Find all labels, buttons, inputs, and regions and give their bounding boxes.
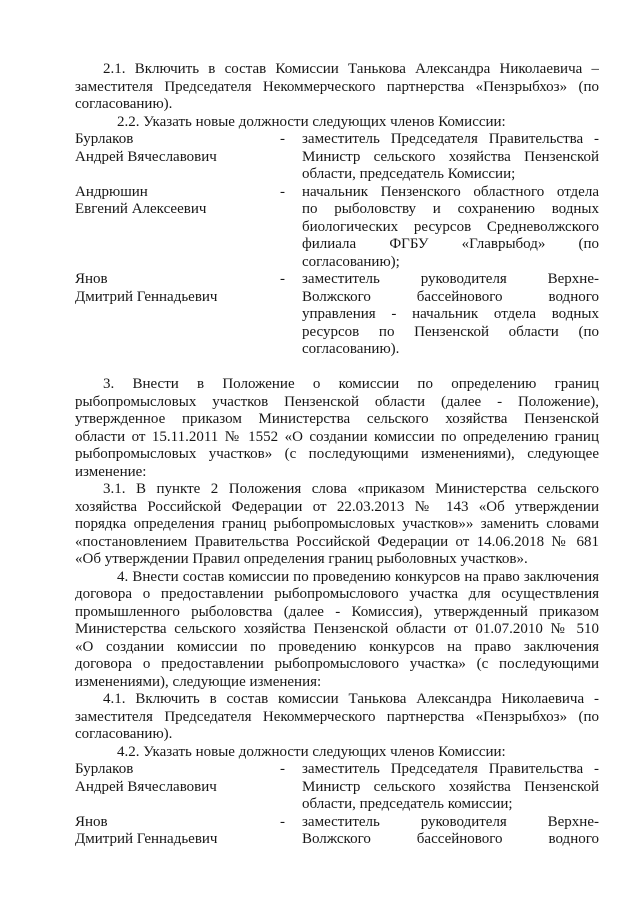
paragraph-line: 3. Внести в Положение о комиссии по определению границ (103, 376, 599, 392)
member-row (75, 184, 599, 272)
paragraph-line: согласованию). (75, 726, 173, 742)
paragraph-4-1 (75, 691, 599, 744)
position-line: Волжского бассейнового водного (302, 831, 599, 847)
member-position (302, 814, 599, 849)
paragraph-4-2-heading: 4.2. Указать новые должности следующих членов Комиссии: (117, 743, 506, 760)
paragraph-line: заместителя Председателя Некоммерческого партнерства «Пензрыбхоз» (по (75, 78, 599, 95)
paragraph-line: изменениями), следующие изменения: (75, 673, 322, 690)
member-given-names: Андрей Вячеславович (75, 778, 217, 795)
position-line: согласованию). (302, 341, 400, 357)
member-position (302, 761, 599, 814)
member-position (302, 131, 599, 184)
member-row (75, 131, 599, 184)
member-surname: Янов (75, 271, 108, 287)
paragraph-line: Министерства сельского хозяйства Пензенской области от 01.07.2010 № 510 (75, 621, 599, 637)
member-name (75, 184, 275, 219)
paragraph-line: 4.1. Включить в состав комиссии Танькова Александра Николаевича - (103, 691, 599, 707)
paragraph-3 (75, 376, 599, 481)
paragraph-line: «постановлением Правительства Российской Федерации от 14.06.2018 № 681 (75, 533, 599, 550)
member-position (302, 271, 599, 359)
paragraph-line: утвержденное приказом Министерства сельского хозяйства Пензенской (75, 411, 599, 427)
member-surname: Бурлаков (75, 761, 134, 777)
position-line: Министр сельского хозяйства Пензенской (302, 778, 599, 795)
member-dash: - (280, 761, 285, 777)
member-name (75, 271, 275, 306)
member-dash: - (280, 813, 285, 830)
paragraph-line: 4. Внести состав комиссии по проведению конкурсов на право заключения (117, 568, 599, 585)
paragraph-line: «О создании комиссии по проведению конкурсов на право заключения (75, 638, 599, 655)
member-name (75, 761, 275, 796)
position-line: заместитель Председателя Правительства - (302, 131, 599, 147)
members-list-4-2 (75, 761, 599, 849)
member-surname: Бурлаков (75, 131, 134, 147)
member-dash: - (280, 131, 285, 147)
position-line: управления - начальник отдела водных (302, 306, 599, 322)
member-dash: - (280, 271, 285, 287)
blank-line (75, 359, 599, 377)
paragraph-3-1 (75, 481, 599, 569)
document-body (75, 61, 599, 849)
position-line: согласованию); (302, 253, 400, 270)
member-dash: - (280, 183, 285, 200)
paragraph-line: рыбопромысловых участков Пензенской области (далее - Положение), (75, 393, 599, 410)
member-given-names: Андрей Вячеславович (75, 148, 217, 165)
member-name (75, 814, 275, 849)
position-line: филиала ФГБУ «Главрыбод» (по (302, 236, 599, 252)
member-given-names: Дмитрий Геннадьевич (75, 831, 218, 847)
paragraph-line: хозяйства Российской Федерации от 22.03.2013 № 143 «Об утверждении (75, 498, 599, 515)
paragraph-line: 2.1. Включить в состав Комиссии Танькова Александра Николаевича – (103, 61, 599, 77)
position-line: биологических ресурсов Средневолжского (302, 218, 599, 235)
member-surname: Андрюшин (75, 183, 148, 200)
paragraph-2-1 (75, 61, 599, 114)
paragraph-line: рыбопромысловых участков» (с последующими изменениями), следующее (75, 446, 599, 462)
member-given-names: Евгений Алексеевич (75, 201, 207, 217)
position-line: заместитель Председателя Правительства - (302, 761, 599, 777)
member-row (75, 814, 599, 849)
paragraph-line: порядка определения границ рыбопромысловых участков»» заменить словами (75, 516, 599, 532)
position-line: ресурсов по Пензенской области (по (302, 323, 599, 340)
members-list-2-2 (75, 131, 599, 359)
paragraph-line: промышленного рыболовства (далее - Комиссия), утвержденный приказом (75, 603, 599, 620)
paragraph-4 (75, 569, 599, 692)
position-line: Волжского бассейнового водного (302, 288, 599, 305)
member-surname: Янов (75, 813, 108, 830)
paragraph-line: 3.1. В пункте 2 Положения слова «приказом Министерства сельского (103, 481, 599, 497)
paragraph-line: изменение: (75, 463, 147, 480)
paragraph-line: области от 15.11.2011 № 1552 «О создании комиссии по определению границ (75, 428, 599, 445)
member-position (302, 184, 599, 272)
member-given-names: Дмитрий Геннадьевич (75, 288, 218, 305)
position-line: Министр сельского хозяйства Пензенской (302, 148, 599, 165)
member-name (75, 131, 275, 166)
position-line: заместитель руководителя Верхне- (302, 813, 599, 830)
member-row (75, 271, 599, 359)
paragraph-line: согласованию). (75, 96, 173, 112)
position-line: по рыболовству и сохранению водных (302, 201, 599, 217)
position-line: области, председатель комиссии; (302, 796, 513, 812)
paragraph-line: договора о предоставлении рыбопромыслового участка для осуществления (75, 586, 599, 602)
position-line: области, председатель Комиссии; (302, 166, 516, 182)
position-line: заместитель руководителя Верхне- (302, 271, 599, 287)
paragraph-line: договора о предоставлении рыбопромыслового участка» (с последующими (75, 656, 599, 672)
paragraph-line: заместителя Председателя Некоммерческого партнерства «Пензрыбхоз» (по (75, 708, 599, 725)
paragraph-line: «Об утверждении Правил определения границ рыболовных участков». (75, 551, 528, 567)
member-row (75, 761, 599, 814)
paragraph-2-2-heading: 2.2. Указать новые должности следующих членов Комиссии: (117, 113, 506, 130)
position-line: начальник Пензенского областного отдела (302, 183, 599, 200)
